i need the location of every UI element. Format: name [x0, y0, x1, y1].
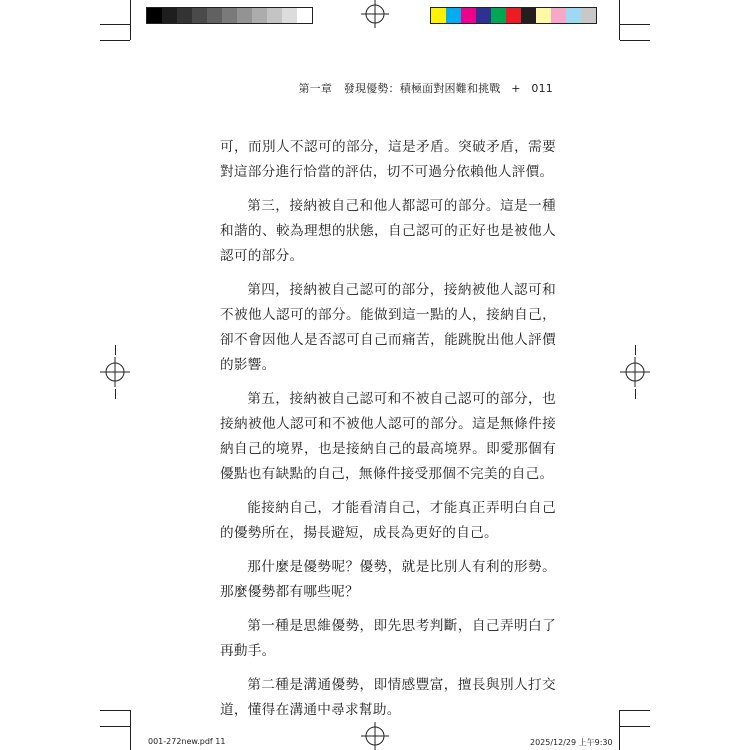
- paragraph: 那什麼是優勢呢？優勢，就是比別人有利的形勢。那麼優勢都有哪些呢？: [220, 559, 556, 600]
- crop-mark-bottom-right: [620, 726, 650, 727]
- color-swatch: [446, 8, 461, 23]
- color-swatch: [476, 8, 491, 23]
- color-swatch: [581, 8, 596, 23]
- registration-tick: [115, 389, 116, 399]
- color-swatch: [506, 8, 521, 23]
- header-separator: +: [511, 82, 521, 95]
- gray-swatch: [237, 8, 252, 23]
- gray-swatch: [267, 8, 282, 23]
- page-number: 011: [531, 82, 553, 95]
- crop-mark-bottom-right: [619, 710, 620, 750]
- crop-mark-top-right: [620, 40, 650, 41]
- color-swatch: [491, 8, 506, 23]
- crop-mark-top-left: [100, 24, 130, 25]
- registration-tick: [115, 345, 116, 355]
- gray-swatch: [297, 8, 312, 23]
- crop-mark-bottom-left: [130, 710, 131, 750]
- paragraph: 可，而別人不認可的部分，這是矛盾。突破矛盾，需要對這部分進行恰當的評估，切不可過分依賴他人評價。: [220, 139, 556, 180]
- gray-swatch: [192, 8, 207, 23]
- crop-mark-bottom-left: [100, 710, 130, 711]
- paragraph: 第四，接納被自己認可的部分，接納被他人認可和不被他人認可的部分。能做到這一點的人，接納自己，卻不會因他人是否認可自己而痛苦，能跳脫出他人評價的影響。: [220, 282, 556, 373]
- registration-mark-top: [361, 0, 389, 28]
- running-head: [298, 80, 553, 96]
- color-swatch: [536, 8, 551, 23]
- gray-swatch: [282, 8, 297, 23]
- grayscale-calibration-bar: [146, 7, 313, 24]
- file-info: 001-272new.pdf 11: [148, 737, 226, 746]
- registration-mark-left: [100, 357, 130, 387]
- paragraph: 第五，接納被自己認可和不被自己認可的部分，也接納被他人認可和不被他人認可的部分。這是無條件接納自己的境界，也是接納自己的最高境界。即愛那個有優點也有缺點的自己，無條件接受那個不完美的自己。: [220, 391, 556, 482]
- color-swatch: [551, 8, 566, 23]
- color-calibration-bar: [430, 7, 597, 24]
- gray-swatch: [222, 8, 237, 23]
- crop-mark-top-left: [130, 0, 131, 40]
- gray-swatch: [147, 8, 162, 23]
- color-swatch: [461, 8, 476, 23]
- gray-swatch: [207, 8, 222, 23]
- chapter-title: 發現優勢：積極面對困難和挑戰: [343, 82, 501, 95]
- gray-swatch: [177, 8, 192, 23]
- crop-mark-bottom-left: [100, 726, 130, 727]
- crop-mark-top-right: [619, 0, 620, 40]
- color-swatch: [566, 8, 581, 23]
- body-text: [220, 135, 556, 732]
- print-timestamp: 2025/12/29 上午9:30: [530, 738, 613, 747]
- crop-mark-top-right: [620, 24, 650, 25]
- paragraph: 第三，接納被自己和他人都認可的部分。這是一種和諧的、較為理想的狀態，自己認可的正好也是被他人認可的部分。: [220, 198, 556, 264]
- paragraph: 能接納自己，才能看清自己，才能真正弄明白自己的優勢所在，揚長避短，成長為更好的自己。: [220, 500, 556, 541]
- color-swatch: [431, 8, 446, 23]
- paragraph: 第二種是溝通優勢，即情感豐富，擅長與別人打交道，懂得在溝通中尋求幫助。: [220, 677, 556, 718]
- registration-tick: [635, 345, 636, 355]
- chapter-label: 第一章: [298, 82, 333, 95]
- registration-mark-right: [620, 357, 650, 387]
- crop-mark-bottom-right: [620, 710, 650, 711]
- gray-swatch: [162, 8, 177, 23]
- paragraph: 第一種是思維優勢，即先思考判斷，自己弄明白了再動手。: [220, 618, 556, 659]
- color-swatch: [521, 8, 536, 23]
- crop-mark-top-left: [100, 40, 130, 41]
- gray-swatch: [252, 8, 267, 23]
- registration-tick: [635, 389, 636, 399]
